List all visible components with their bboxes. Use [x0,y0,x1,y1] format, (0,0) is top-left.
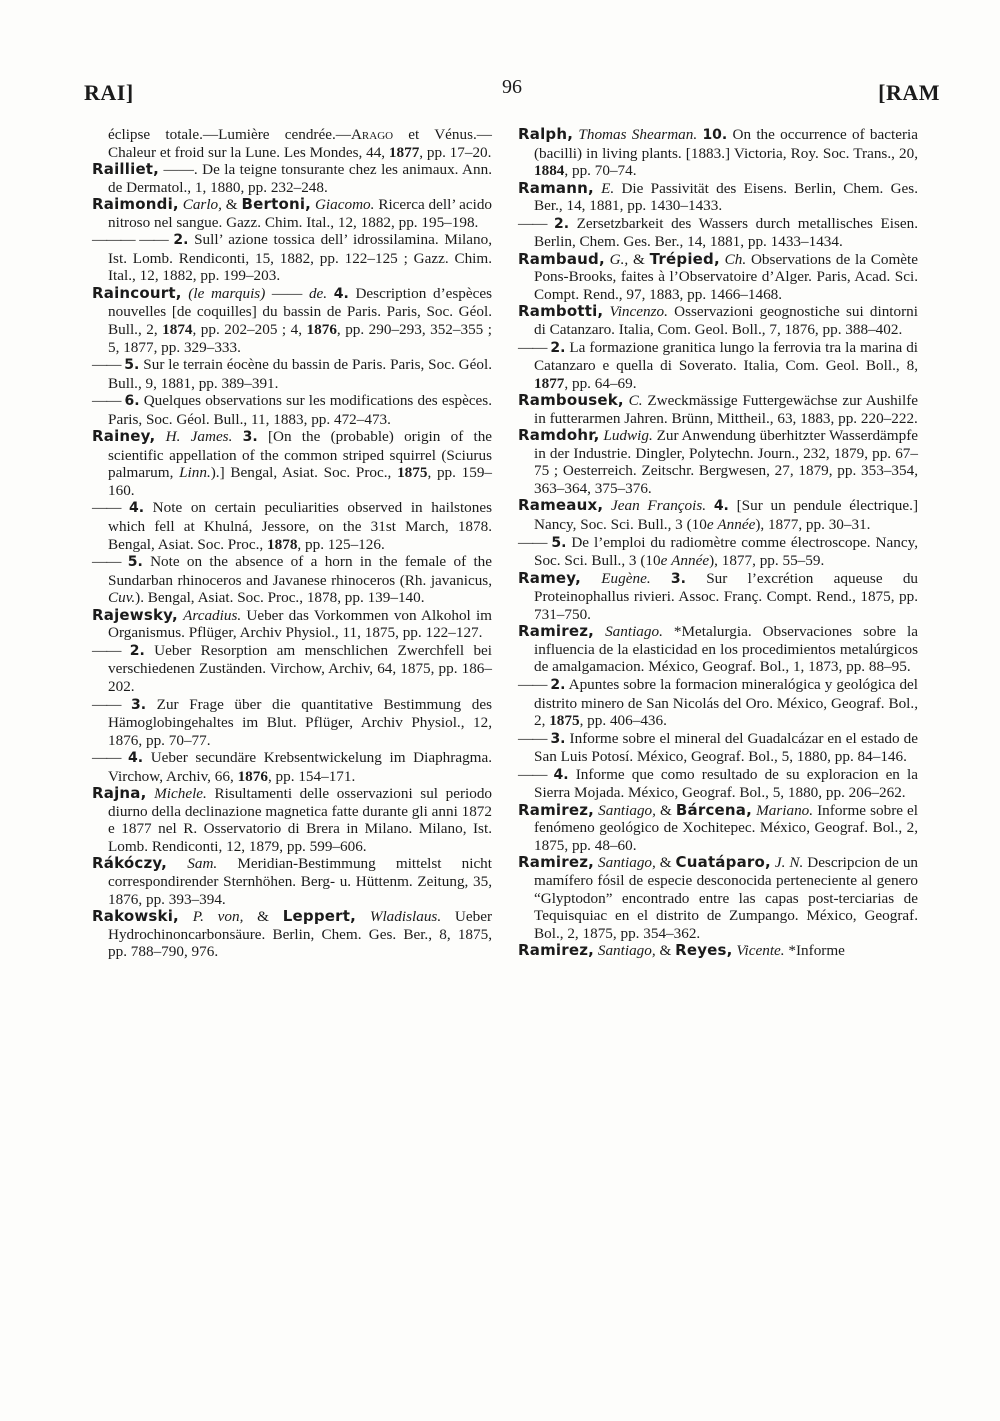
given-name: Santiago. [605,623,663,641]
author-name: Ramey, [518,568,581,587]
entry-text [546,766,553,783]
bold-year: 1875 [397,464,428,482]
catalogue-entry [518,942,918,960]
catalogue-entry [518,339,918,393]
entry-text: , pp. 202–205 ; 4, [192,321,307,339]
given-name: G., [609,250,629,268]
entry-text [147,785,155,802]
entry-number: 3. [670,570,686,587]
entry-text: et Vénus.—Chaleur et froid sur la Lune. Les Mondes, 44, [108,126,492,161]
catalogue-entry [518,802,918,855]
entry-number: 4. [713,498,729,515]
entry-text: , pp. 290–293, 352–355 ; 5, 1877, pp. 329–333. [108,321,492,356]
author-name: Ralph, [518,125,574,143]
given-name: Vicente. [736,942,785,960]
entry-text: Descripcion de un mamífero fósil de especie desconocida perteneciente al genero “Glyptodon” encontrado entre las capas post-terciarias de Tequisquiac en el distrito de Zumpango. México, Geograf. Bol., 2, 1875, pp. 354–362. [534,854,919,942]
entry-text: Sur l’excrétion aqueuse du Proteinophallus rivieri. Assoc. Franç. Compt. Rend., 1875, pp. 731–750. [534,569,919,623]
given-name: J. N. [774,854,804,872]
given-name: Carlo, [182,196,222,214]
entry-text [120,553,127,570]
catalogue-entry [518,497,918,533]
entry-number: 3. [131,696,147,713]
entry-text [179,908,193,925]
entry-text: Osservazioni geognostiche sui dintorni di Catanzaro. Italia, Com. Geol. Boll., 7, 1876, pp. 388–402. [534,303,918,339]
author-name: Raimondi, [92,195,179,214]
given-name: Vincenzo. [609,303,668,321]
catalogue-entry [518,766,918,802]
catalogue-entry [92,785,492,855]
catalogue-entry [518,392,918,427]
entry-text: ), 1877, pp. 30–31. [755,516,871,534]
entry-text: —— [265,284,309,302]
entry-text: Note on the absence of a horn in the female of the Sundarban rhinoceros and Javanese rhinoceros (Rh. javanicus, [108,553,493,589]
bold-year: 1874 [162,321,193,339]
entry-text: De l’emploi du radiomètre comme électroscope. Nancy, Soc. Sci. Bull., 3 (10 [534,533,918,570]
given-name: Santiago, [598,854,656,872]
author-name: Rameaux, [518,496,604,515]
given-name: Sam. [187,855,218,873]
entry-text [356,908,370,925]
catalogue-entry [92,196,492,231]
entry-text: Zweckmässige Futtergewächse zur Aushilfe in futterarmen Jahren. Brünn, Mittheil., 63, 1883, pp. 220–222. [534,392,919,427]
entry-number: 5. [127,554,143,571]
catalogue-entry [92,855,492,908]
entry-text: Sur le terrain éocène du bassin de Paris. Paris, Soc. Géol. Bull., 9, 1881, pp. 389–391. [108,356,492,392]
author-name: Ramirez, [518,853,595,872]
given-name: Jean François. [611,497,707,515]
entry-text: , pp. 125–126. [297,535,385,553]
given-name: E. [601,179,615,197]
catalogue-entry [92,642,492,696]
ditto-dash: —— [518,214,547,232]
entry-number: 2. [550,676,566,693]
author-name: Ramann, [518,178,594,197]
entry-text: Observations de la Comète Pons-Brooks, faites à l’Observatoire d’Alger. Paris, Acad. Sci. Compt. Rend., 97, 1883, pp. 1466–1468. [534,250,918,303]
ditto-dash: —— [92,749,121,767]
bold-year: 1875 [549,712,580,730]
entry-text: Apuntes sobre la formacion mineralógica y geológica del distrito minero de San Nicolás del Oro. México, Geograf. Bol., 2, [534,675,919,730]
italic-text: e [706,516,714,534]
italic-text: de. [308,284,328,302]
entry-number: 4. [553,766,569,783]
entry-text: Ueber Resorption am menschlichen Zwerchfell bei verschiedenen Zuständen. Virchow, Archiv, 64, 1875, pp. 186–202. [108,641,493,695]
given-name: Ludwig. [603,427,653,445]
entry-number: 6. [124,393,140,410]
catalogue-entry [92,696,492,750]
entry-text [546,215,554,232]
entry-text [155,428,165,445]
entry-text: & [221,196,242,214]
bold-year: 1877 [388,143,420,161]
catalogue-entry [92,499,492,553]
catalogue-entry [518,215,918,251]
entry-number: 3. [242,429,258,446]
catalogue-entry [92,285,492,356]
entry-number: 2. [553,215,570,232]
entry-text: Risultamenti delle osservazioni sul periodo diurno della declinazione magnetica fatte durante gli anni 1872 e 1877 nel R. Osservatorio di Brera in Milano. Milano, Ist. Lomb. Rendiconti, 12, 1879, pp. 599–606. [108,785,493,855]
author-name: Bertoni, [241,195,312,214]
author-name: Rajewsky, [92,605,178,624]
author-name: Raincourt, [92,283,182,302]
catalogue-entry [92,553,492,607]
given-name: Ch. [724,250,747,268]
entry-text: Informe sobre el fenómeno geológico de Xochitepec. México, Geograf. Bol., 2, 1875, pp. 48–60. [534,801,919,854]
entry-text: & [628,250,650,268]
entry-number: 4. [333,285,349,302]
author-name: Bárcena, [675,800,753,819]
given-name: Santiago, [597,942,656,960]
author-name: Rakowski, [92,907,179,926]
entry-text: , pp. 70–74. [564,162,637,180]
entry-number: 4. [129,500,145,517]
author-name: Ramirez, [518,622,595,641]
entry-text: Die Passivität des Eisens. Berlin, Chem. Ges. Ber., 14, 1881, pp. 1430–1433. [534,179,919,215]
given-name: Giacomo. [314,196,375,214]
entry-text: & [655,942,676,960]
entry-text: La formazione granitica lungo la ferrovia tra la marina di Catanzaro e quella di Soverato. Italia, Com. Geol. Boll., 8, [534,338,919,375]
entry-number: 5. [551,534,567,551]
catalogue-entry [92,356,492,392]
author-name: Reyes, [675,941,733,960]
running-head [84,76,940,106]
entry-text: , pp. 406–436. [579,712,667,730]
ditto-dash: —— [518,675,547,693]
entry-text: Zersetzbarkeit des Wassers durch metallisches Eisen. Berlin, Chem. Ges. Ber., 14, 1881, pp. 1433–1434. [534,214,918,251]
catalogue-entry [518,854,918,942]
catalogue-entry [92,428,492,499]
ditto-dash: —— [518,765,547,783]
ditto-dash: —— [92,641,121,659]
entry-text: Quelques observations sur les modifications des espèces. Paris, Soc. Géol. Bull., 11, 1883, pp. 472–473. [108,392,493,428]
entry-text [706,497,714,514]
catalogue-entry [518,126,918,180]
entry-text [594,623,605,640]
small-caps-name: Arago [350,126,394,143]
author-name: Rambotti, [518,302,604,321]
given-name: Michele. [154,785,207,803]
entry-text: Meridian-Bestimmung mittelst nicht correspondirender Sternhöhen. Berg- u. Hüttenm. Zeitung, 35, 1876, pp. 393–394. [108,855,492,908]
entry-text: Zur Frage über die quantitative Bestimmung des Hämoglobingehaltes im Blut. Pflüger, Archiv Physiol., 12, 1876, pp. 70–77. [108,695,493,749]
italic-text: e [660,552,668,570]
entry-text: Zur Anwendung überhitzter Wasserdämpfe in der Industrie. Dingler, Polytechn. Journ., 232, 1879, pp. 67–75 ; Oesterreich. Zeitschr. Bergwesen, 27, 1879, pp. 353–354, 363–364, 375–376. [534,427,919,497]
ditto-dash: —— [92,392,121,410]
bold-year: 1877 [534,374,565,392]
entry-number: 5. [124,357,140,374]
entry-continuation [92,126,492,161]
ditto-dash: —— [92,553,121,571]
author-name: Rambousek, [518,391,624,410]
entry-text [120,499,129,516]
entry-number: 3. [550,730,566,747]
running-head-left: RAI] [84,80,134,105]
catalogue-entry [92,607,492,642]
right-column [518,126,918,960]
entry-text [167,855,187,872]
italic-text: Année [671,552,710,570]
catalogue-entry [92,161,492,196]
ditto-dash: —— [92,356,121,374]
bold-year: 1878 [267,535,298,553]
bold-year: 1884 [534,162,565,180]
ditto-dash: —— [518,533,547,551]
author-name: Ramirez, [518,800,595,819]
entry-text: On the occurrence of bacteria (bacilli) in living plants. [1883.] Victoria, Roy. Soc. Trans., 20, [534,126,918,162]
entry-number: 2. [173,232,189,249]
catalogue-entry [518,730,918,766]
author-name: Cuatáparo, [675,853,771,872]
entry-text: Description d’espèces nouvelles [de coquilles] du bassin de Paris. Paris, Soc. Géol. Bull., 2, [108,284,493,339]
entry-text: [On the (probable) origin of the scientific appellation of the common striped squirrel (Sciurus palmarum, [108,428,493,482]
catalogue-entry [518,534,918,570]
running-head-right: [RAM [878,80,940,105]
entry-text: ——. De la teigne tonsurante chez les animaux. Ann. de Dermatol., 1, 1880, pp. 232–248. [108,161,492,196]
entry-text [651,570,671,587]
entry-text: & [243,908,283,926]
entry-text: Ueber secundäre Krebsentwickelung im Diaphragma. Virchow, Archiv, 66, [108,749,493,785]
given-name: Eugène. [601,569,651,587]
author-name: Leppert, [282,907,357,926]
author-name: Rambaud, [518,249,605,268]
author-name: Trépied, [649,249,720,268]
entry-text: Informe que como resultado de su exploracion en la Sierra Mojada. México, Geograf. Bol., 5, 1880, pp. 206–262. [534,765,919,802]
entry-number: 4. [128,750,144,767]
entry-text: éclipse totale.—Lumière cendrée.— [108,126,351,143]
author-name: Rajna, [92,784,147,803]
given-name: (le marquis) [188,284,266,302]
author-name: Ramirez, [518,941,595,960]
catalogue-entry [518,570,918,624]
entry-text [327,285,334,302]
entry-text [120,696,131,713]
italic-text: Linn. [179,464,211,482]
entry-text: Ueber Hydrochinoncarbonsäure. Berlin, Chem. Ges. Ber., 8, 1875, pp. 788–790, 976. [108,908,493,961]
author-name: Railliet, [92,160,160,179]
entry-text: Note on certain peculiarities observed in hailstones which fell at Khulná, Jessore, on the 31st March, 1878. Bengal, Asiat. Soc. Proc., [108,499,493,553]
catalogue-entry [518,623,918,676]
italic-text: Cuv. [108,589,136,607]
italic-text: Année [717,516,756,534]
catalogue-entry [92,749,492,785]
entry-text: , pp. 17–20. [419,143,492,161]
given-name: Thomas Shearman. [578,126,698,143]
bold-year: 1876 [237,767,268,785]
catalogue-entry [518,676,918,730]
entry-text [120,749,128,766]
catalogue-entry [518,180,918,215]
entry-text: Ricerca dell’ acido nitroso nel sangue. Gazz. Chim. Ital., 12, 1882, pp. 195–198. [108,196,493,231]
catalogue-entry [92,231,492,285]
bold-year: 1876 [306,321,337,339]
entry-text: & [655,854,676,872]
entry-number: 2. [129,642,145,659]
entry-text: Sull’ azione tossica dell’ idrossilamina. Milano, Ist. Lomb. Rendiconti, 15, 1882, pp. 122–125 ; Gazz. Chim. Ital., 12, 1882, pp. 199–203. [108,231,492,285]
entry-text: [Sur un pendule électrique.] Nancy, Soc. Sci. Bull., 3 (10 [534,497,918,534]
entry-text [581,570,601,587]
entry-text [232,428,242,445]
given-name: Santiago, [598,801,656,819]
entry-text: ).] Bengal, Asiat. Soc. Proc., [210,464,398,482]
catalogue-entry [92,392,492,428]
entry-text: , pp. 154–171. [267,767,356,785]
entry-text: & [655,801,676,819]
given-name: Arcadius. [183,606,242,624]
entry-number: 2. [550,339,566,356]
ditto-dash: ——— —— [92,231,168,249]
given-name: P. von, [192,908,244,926]
entry-text: Informe sobre el mineral del Guadalcázar en el estado de San Luis Potosí. México, Geograf. Bol., 5, 1880, pp. 84–146. [534,729,919,766]
given-name: Wladislaus. [369,908,442,926]
entry-text: ), 1877, pp. 55–59. [709,552,825,570]
catalogue-entry [92,908,492,961]
author-name: Ramdohr, [518,426,600,445]
ditto-dash: —— [92,499,121,517]
ditto-dash: —— [92,695,121,713]
entry-text: ). Bengal, Asiat. Soc. Proc., 1878, pp. 139–140. [135,589,425,607]
entry-text [120,642,129,659]
author-name: Rainey, [92,427,156,446]
entry-text [603,497,611,514]
given-name: H. James. [165,428,233,446]
entry-number: 10. [702,127,728,143]
entry-text: Ueber das Vorkommen von Alkohol im Organismus. Pflüger, Archiv Physiol., 11, 1875, pp. 122–127. [108,606,492,642]
page-number: 96 [502,76,522,98]
catalogue-entry [518,303,918,338]
catalogue-entry [518,251,918,304]
entry-text: , pp. 159–160. [108,464,493,499]
given-name: C. [628,392,643,410]
left-column [92,126,492,961]
entry-text: *Informe [784,942,845,960]
catalogue-entry [518,427,918,497]
ditto-dash: —— [518,729,547,747]
entry-text: *Metalurgia. Observaciones sobre la influencia de la elasticidad en los procedimientos metalúrgicos de amalgamacion. México, Geograf. Bol., 1, 1873, pp. 88–95. [534,623,918,676]
ditto-dash: —— [518,338,547,356]
entry-text: , pp. 64–69. [564,374,637,392]
given-name: Mariano. [756,801,814,819]
author-name: Rákóczy, [92,854,168,873]
